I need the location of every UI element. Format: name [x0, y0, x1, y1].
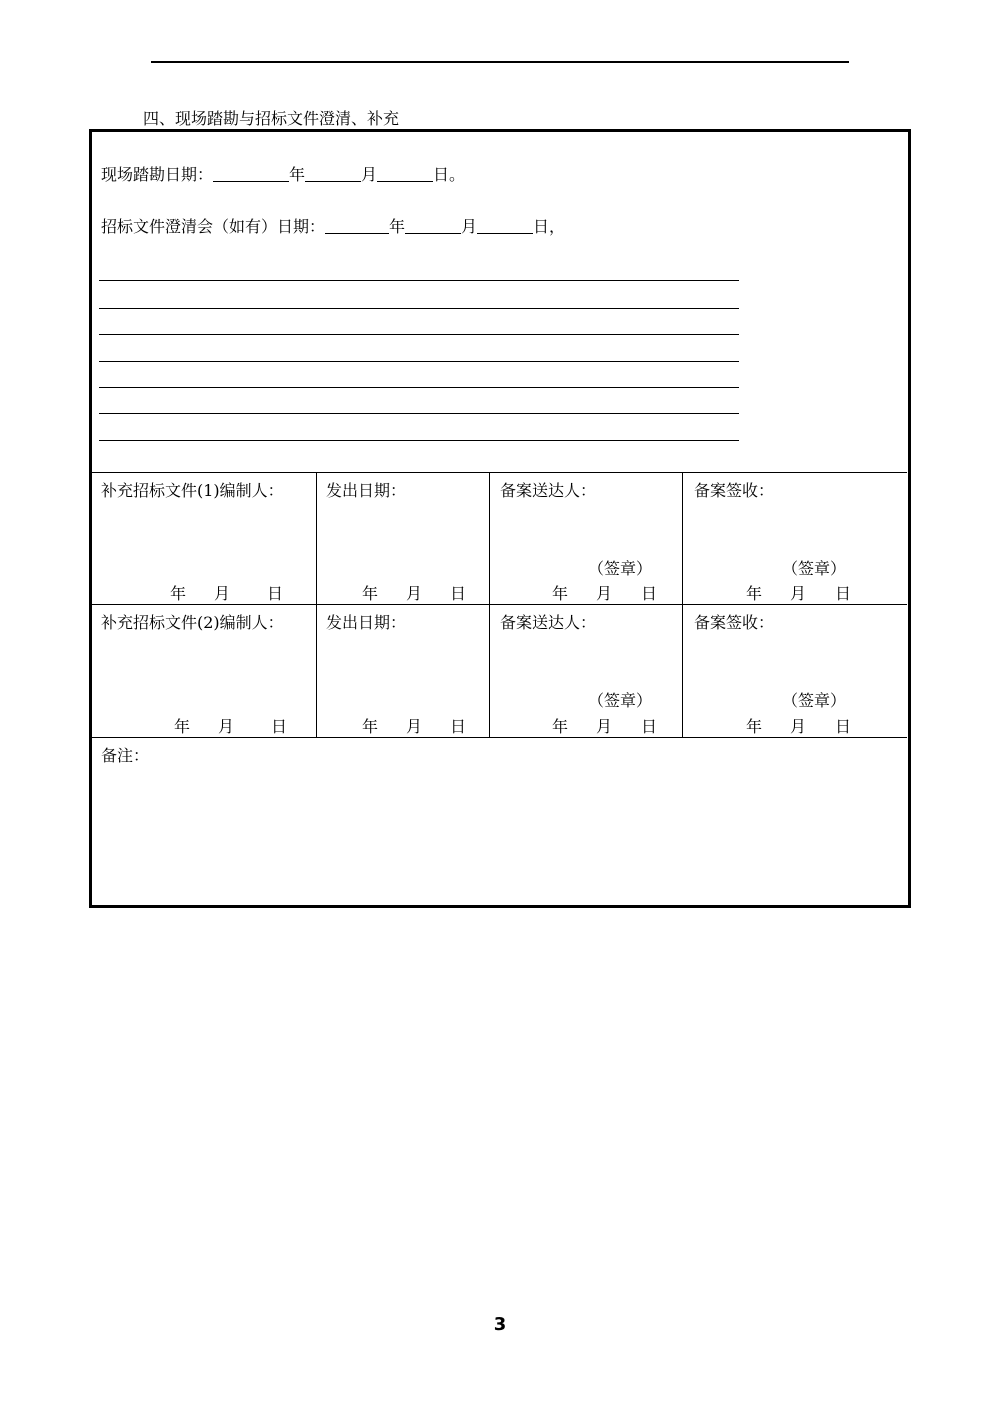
date-year: 年: [170, 584, 187, 603]
header-rule: [151, 61, 849, 63]
site-visit-year-blank[interactable]: [213, 180, 289, 182]
date-day: 日: [835, 717, 852, 736]
supplement-2-receipt-seal: （签章）: [782, 691, 847, 710]
column-divider: [682, 473, 683, 737]
date-month: 月: [790, 717, 807, 736]
column-divider: [489, 473, 490, 737]
date-month: 月: [406, 717, 423, 736]
writing-line[interactable]: [99, 308, 739, 309]
date-year: 年: [552, 717, 569, 736]
date-year: 年: [174, 717, 191, 736]
supplement-1-receipt-label: 备案签收：: [694, 481, 775, 500]
writing-line[interactable]: [99, 361, 739, 362]
site-visit-date-line: [101, 162, 465, 185]
date-month: 月: [218, 717, 235, 736]
site-visit-day-blank[interactable]: [377, 180, 433, 182]
clarification-year-unit: 年: [389, 217, 406, 236]
clarification-date-line: [101, 214, 565, 237]
column-divider: [316, 473, 317, 737]
supplement-1-compiler-label: 补充招标文件(1)编制人：: [101, 481, 284, 500]
supplement-1-receipt-seal: （签章）: [782, 559, 847, 578]
supplement-1-issue-date-label: 发出日期：: [326, 481, 407, 500]
clarification-month-unit: 月: [461, 217, 478, 236]
date-day: 日: [267, 584, 284, 603]
writing-line[interactable]: [99, 413, 739, 414]
site-visit-label: 现场踏勘日期：: [101, 165, 214, 184]
date-month: 月: [406, 584, 423, 603]
date-day: 日: [450, 584, 467, 603]
clarification-month-blank[interactable]: [405, 232, 461, 234]
clarification-label: 招标文件澄清会（如有）日期：: [101, 217, 326, 236]
date-day: 日: [641, 584, 658, 603]
writing-line[interactable]: [99, 280, 739, 281]
date-day: 日: [271, 717, 288, 736]
form-frame: [89, 129, 911, 908]
date-year: 年: [362, 717, 379, 736]
supplement-1-sender-label: 备案送达人：: [500, 481, 597, 500]
date-year: 年: [552, 584, 569, 603]
writing-line[interactable]: [99, 387, 739, 388]
supplement-2-issue-date-label: 发出日期：: [326, 613, 407, 632]
date-year: 年: [746, 717, 763, 736]
table-divider: [91, 737, 907, 738]
clarification-day-unit: 日，: [533, 217, 566, 236]
supplement-2-sender-label: 备案送达人：: [500, 613, 597, 632]
site-visit-year-unit: 年: [289, 165, 306, 184]
site-visit-month-unit: 月: [361, 165, 378, 184]
date-day: 日: [450, 717, 467, 736]
date-day: 日: [835, 584, 852, 603]
date-day: 日: [641, 717, 658, 736]
table-divider: [91, 604, 907, 605]
clarification-year-blank[interactable]: [325, 232, 389, 234]
table-divider: [91, 472, 907, 473]
section-title: 四、现场踏勘与招标文件澄清、补充: [143, 109, 400, 128]
site-visit-month-blank[interactable]: [305, 180, 361, 182]
clarification-day-blank[interactable]: [477, 232, 533, 234]
supplement-2-receipt-label: 备案签收：: [694, 613, 775, 632]
date-month: 月: [214, 584, 231, 603]
remarks-label: 备注：: [101, 746, 150, 765]
supplement-1-sender-seal: （签章）: [588, 559, 653, 578]
page-number: 3: [493, 1314, 507, 1335]
date-month: 月: [596, 584, 613, 603]
date-month: 月: [790, 584, 807, 603]
writing-line[interactable]: [99, 334, 739, 335]
date-year: 年: [746, 584, 763, 603]
supplement-2-sender-seal: （签章）: [588, 691, 653, 710]
date-year: 年: [362, 584, 379, 603]
date-month: 月: [596, 717, 613, 736]
writing-line[interactable]: [99, 440, 739, 441]
site-visit-day-unit: 日。: [433, 165, 466, 184]
supplement-2-compiler-label: 补充招标文件(2)编制人：: [101, 613, 284, 632]
